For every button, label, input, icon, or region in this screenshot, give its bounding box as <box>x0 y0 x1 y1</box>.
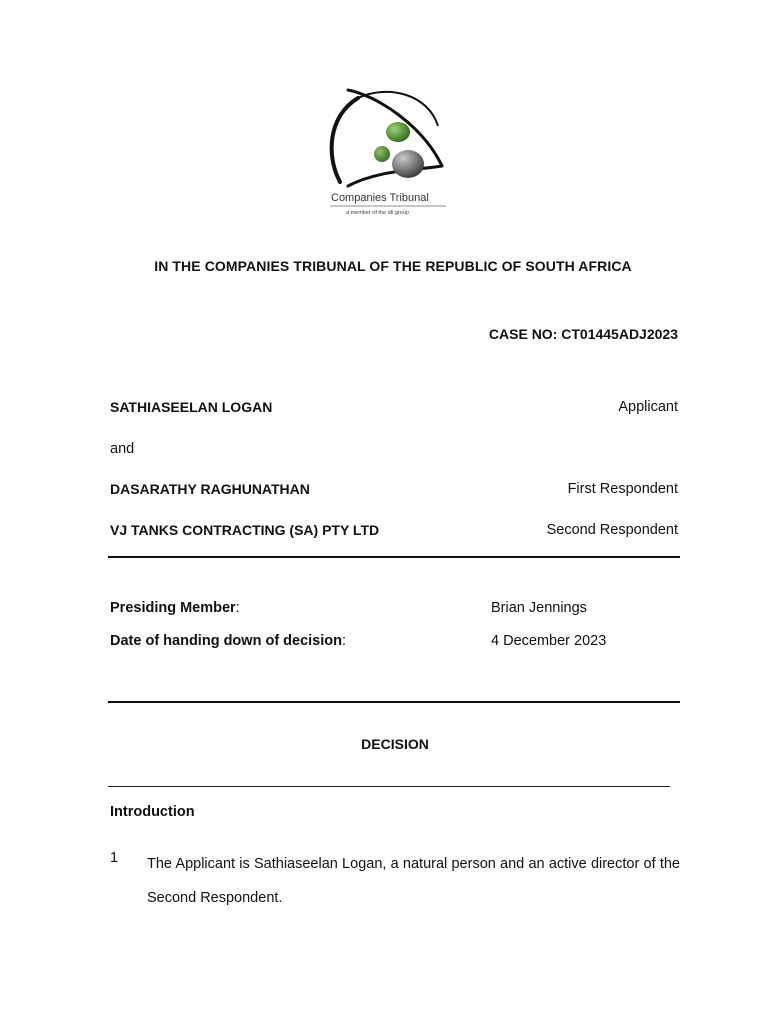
title-underline <box>108 786 670 787</box>
logo-emblem-icon <box>318 86 466 222</box>
parties-conjunction: and <box>110 441 135 457</box>
applicant-role: Applicant <box>618 399 678 415</box>
first-respondent-name: DASARATHY RAGHUNATHAN <box>110 481 310 497</box>
decision-title: DECISION <box>361 736 429 752</box>
second-respondent-role: Second Respondent <box>546 522 678 538</box>
section-divider <box>108 556 680 558</box>
case-number: CASE NO: CT01445ADJ2023 <box>488 326 678 342</box>
companies-tribunal-logo <box>318 86 466 222</box>
first-respondent-role: First Respondent <box>567 481 678 497</box>
presiding-member-label: Presiding Member: <box>110 600 240 616</box>
logo-name: Companies Tribunal <box>331 192 429 204</box>
section-heading: Introduction <box>110 804 195 820</box>
court-heading: IN THE COMPANIES TRIBUNAL OF THE REPUBLIC OF SOUTH AFRICA <box>154 258 632 274</box>
applicant-name: SATHIASEELAN LOGAN <box>110 399 273 415</box>
date-label: Date of handing down of decision: <box>110 633 347 649</box>
presiding-member-value: Brian Jennings <box>491 600 587 616</box>
second-respondent-name: VJ TANKS CONTRACTING (SA) PTY LTD <box>110 522 380 538</box>
logo-tagline: a member of the dti group <box>346 210 409 216</box>
section-divider <box>108 701 680 703</box>
date-value: 4 December 2023 <box>491 633 607 649</box>
paragraph-number: 1 <box>110 850 119 866</box>
paragraph-text: The Applicant is Sathiaseelan Logan, a natural person and an active director of the Second Respondent. <box>147 856 680 906</box>
